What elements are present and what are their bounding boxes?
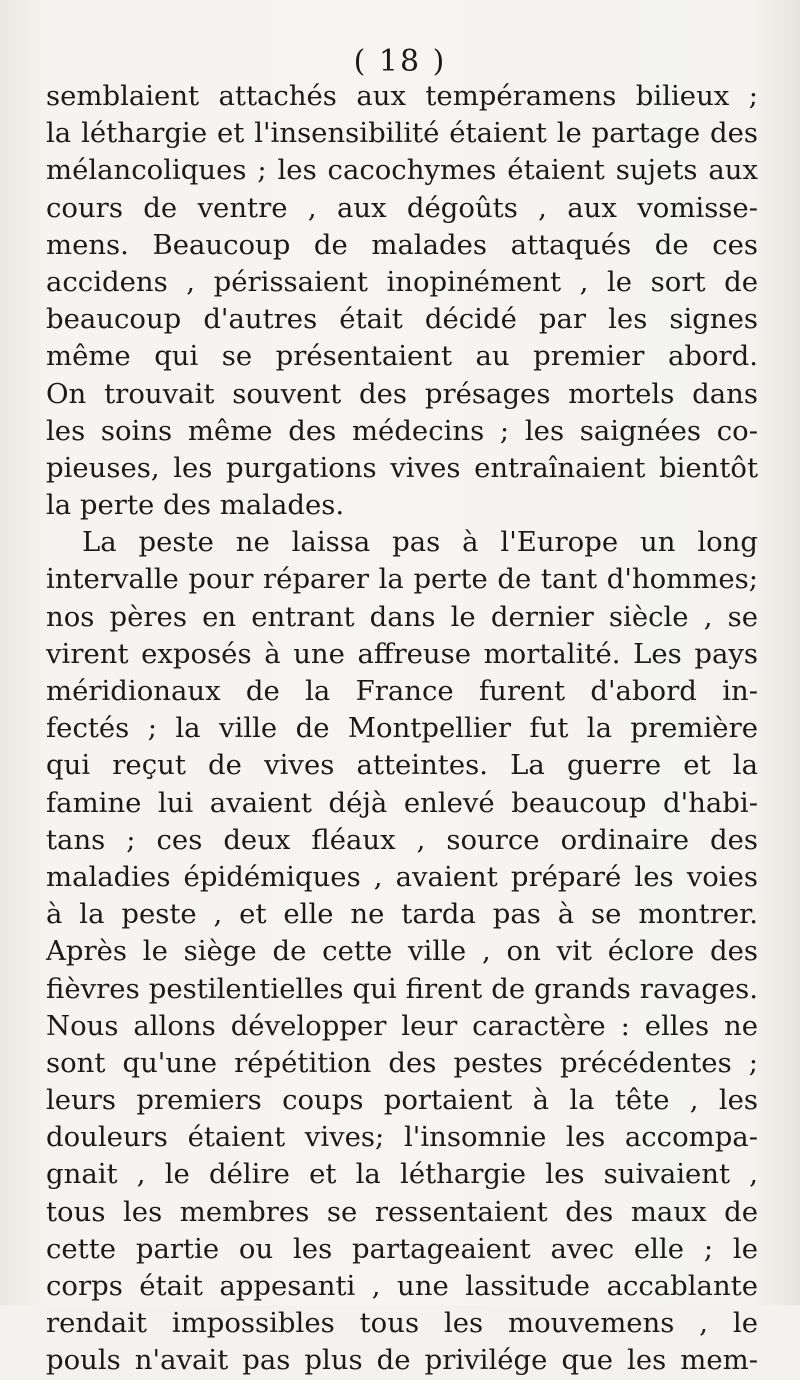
- text-line: Nous allons développer leur caractère : elles ne: [46, 1009, 758, 1042]
- text-line: nos pères en entrant dans le dernier siècle , se: [46, 600, 758, 633]
- text-line: mélancoliques ; les cacochymes étaient sujets aux: [46, 154, 758, 187]
- text-line: à la peste , et elle ne tarda pas à se montrer.: [46, 898, 758, 931]
- text-line: maladies épidémiques , avaient préparé les voies: [46, 860, 758, 893]
- text-line: cours de ventre , aux dégoûts , aux vomisse-: [46, 191, 758, 224]
- text-line: tous les membres se ressentaient des maux de: [46, 1195, 758, 1228]
- text-line: cette partie ou les partageaient avec elle ; le: [46, 1232, 758, 1265]
- text-line: rendait impossibles tous les mouvemens , le: [46, 1307, 758, 1340]
- text-line: méridionaux de la France furent d'abord in-: [46, 675, 758, 707]
- text-line: tans ; ces deux fléaux , source ordinaire des: [46, 823, 758, 856]
- text-line: virent exposés à une affreuse mortalité. Les pays: [46, 637, 758, 670]
- text-line: la perte des malades.: [46, 489, 345, 522]
- text-line: les soins même des médecins ; les saignées co-: [46, 414, 758, 447]
- text-line: mens. Beaucoup de malades attaqués de ces: [46, 228, 758, 261]
- text-line: famine lui avaient déjà enlevé beaucoup d'habi-: [46, 786, 758, 819]
- body-text: [46, 78, 758, 1380]
- page-number: ( 18 ): [353, 44, 447, 79]
- text-line: pouls n'avait pas plus de privilége que les mem-: [46, 1344, 758, 1377]
- text-line: même qui se présentaient au premier abord.: [46, 340, 758, 373]
- text-line: fièvres pestilentielles qui firent de grands ravages.: [46, 972, 758, 1005]
- paragraph-plague: [46, 524, 758, 1379]
- text-line: semblaient attachés aux tempéramens bilieux ;: [46, 80, 758, 112]
- text-line: beaucoup d'autres était décidé par les signes: [46, 303, 758, 336]
- text-line: fectés ; la ville de Montpellier fut la première: [46, 712, 758, 745]
- paragraph-continuation: [46, 78, 758, 524]
- text-line: La peste ne laissa pas à l'Europe un long: [82, 526, 758, 559]
- text-line: la léthargie et l'insensibilité étaient le partage des: [46, 117, 758, 150]
- text-line: gnait , le délire et la léthargie les suivaient ,: [46, 1158, 758, 1191]
- text-line: Après le siège de cette ville , on vit éclore des: [46, 935, 758, 968]
- text-line: qui reçut de vives atteintes. La guerre et la: [46, 749, 758, 782]
- text-line: pieuses, les purgations vives entraînaient bientôt: [46, 451, 758, 484]
- text-line: corps était appesanti , une lassitude accablante: [46, 1270, 758, 1302]
- text-line: accidens , périssaient inopinément , le sort de: [46, 265, 758, 298]
- text-line: On trouvait souvent des présages mortels dans: [46, 377, 758, 410]
- text-line: intervalle pour réparer la perte de tant d'hommes;: [46, 563, 758, 596]
- text-line: douleurs étaient vives; l'insomnie les accompa-: [46, 1121, 758, 1154]
- text-line: leurs premiers coups portaient à la tête , les: [46, 1084, 758, 1117]
- text-line: sont qu'une répétition des pestes précédentes ;: [46, 1046, 758, 1079]
